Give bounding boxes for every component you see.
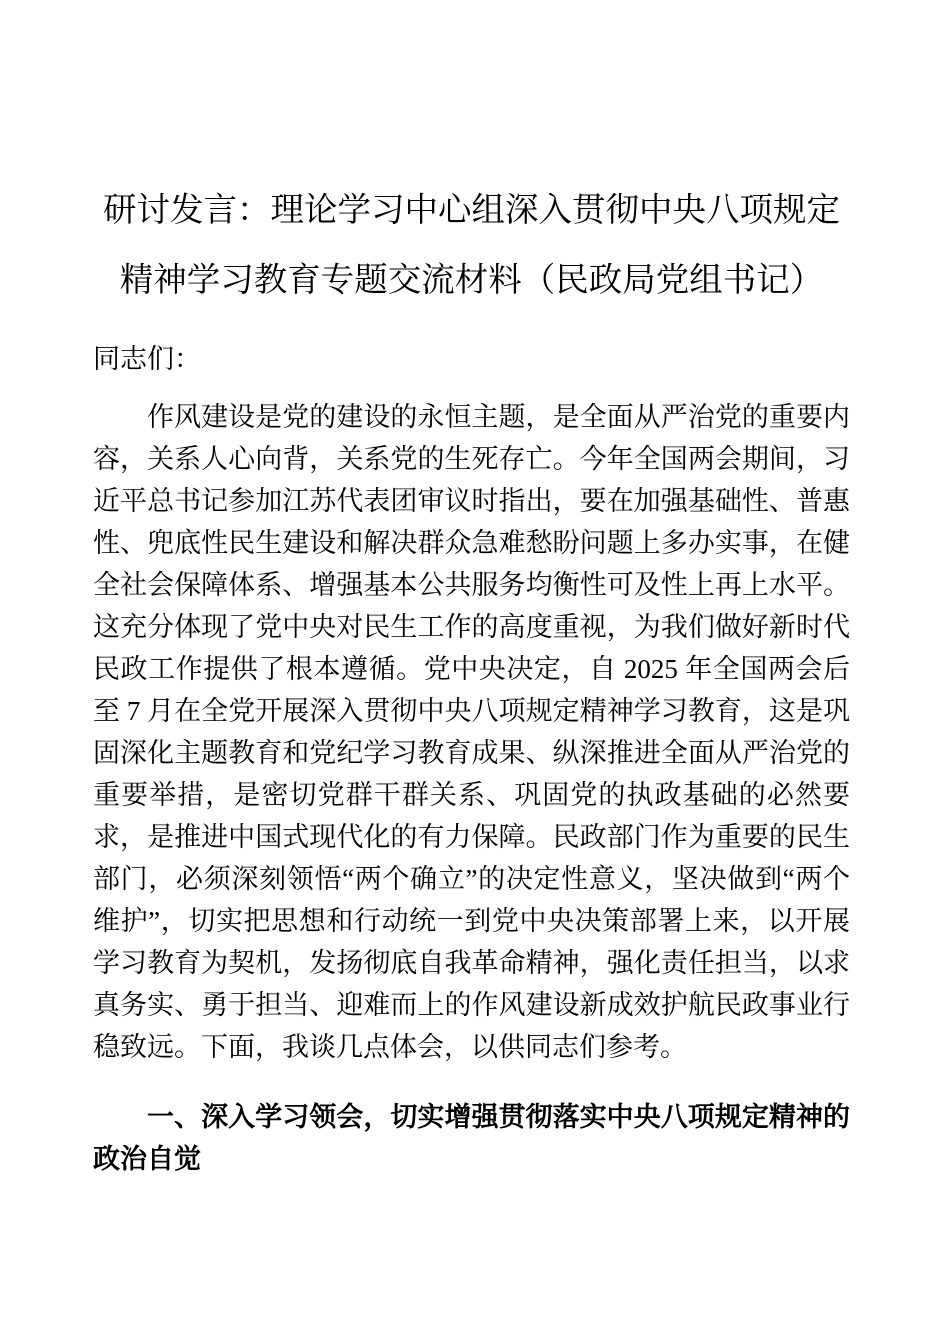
body-paragraph-1: 作风建设是党的建设的永恒主题，是全面从严治党的重要内容，关系人心向背，关系党的生死存亡。今年全国两会期间，习近平总书记参加江苏代表团审议时指出，要在加强基础性、普惠性、兜底性民生建设和解决群众急难愁盼问题上多办实事，在健全社会保障体系、增强基本公共服务均衡性可及性上再上水平。这充分体现了党中央对民生工作的高度重视，为我们做好新时代民政工作提供了根本遵循。党中央决定，自 2025 年全国两会后至 7 月在全党开展深入贯彻中央八项规定精神学习教育，这是巩固深化主题教育和党纪学习教育成果、纵深推进全面从严治党的重要举措，是密切党群干群关系、巩固党的执政基础的必然要求，是推进中国式现代化的有力保障。民政部门作为重要的民生部门，必须深刻领悟“两个确立”的决定性意义，坚决做到“两个维护”，切实把思想和行动统一到党中央决策部署上来，以开展学习教育为契机，发扬彻底自我革命精神，强化责任担当，以求真务实、勇于担当、迎难而上的作风建设新成效护航民政事业行稳致远。下面，我谈几点体会，以供同志们参考。 bbox=[93, 402, 850, 1062]
section-heading-1: 一、深入学习领会，切实增强贯彻落实中央八项规定精神的政治自觉 bbox=[93, 1102, 850, 1174]
document-title-line-1: 研讨发言：理论学习中心组深入贯彻中央八项规定 bbox=[103, 192, 840, 229]
salutation: 同志们： bbox=[93, 344, 201, 374]
document-title-line-2: 精神学习教育专题交流材料（民政局党组书记） bbox=[119, 262, 824, 299]
document-body bbox=[93, 0, 850, 1180]
document-title bbox=[93, 0, 850, 316]
